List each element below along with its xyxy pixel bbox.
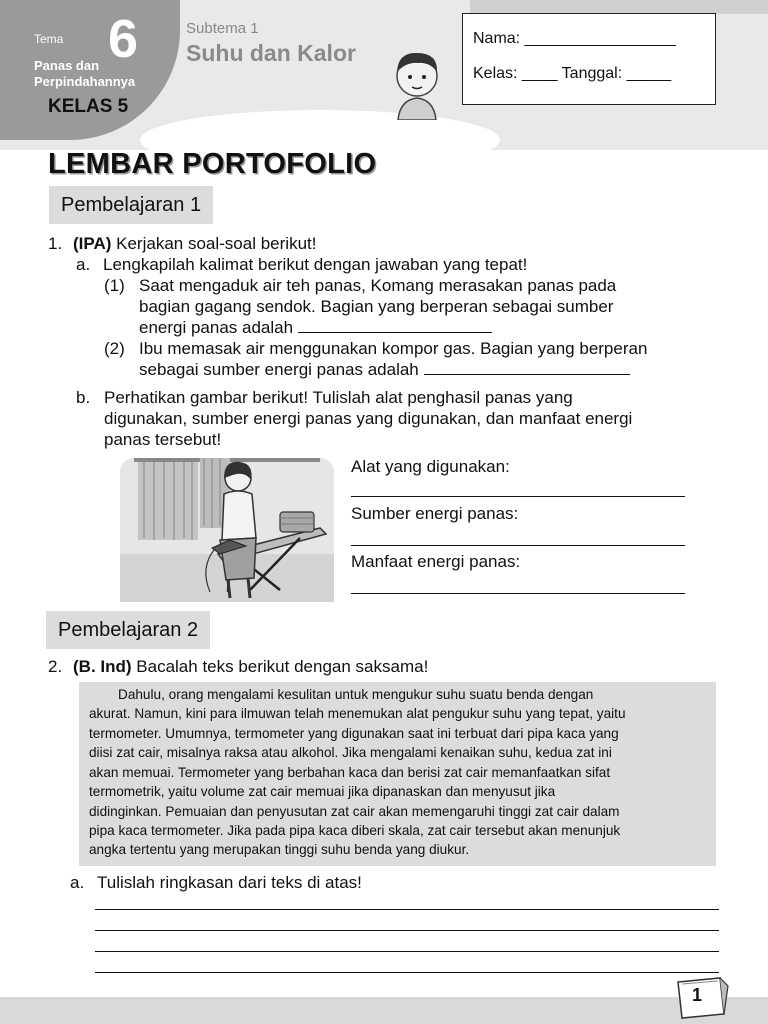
- tema-label: Tema: [34, 32, 64, 46]
- ironing-illustration: [120, 458, 334, 602]
- answer-blank[interactable]: [298, 317, 492, 333]
- question-1-number: 1.: [48, 234, 63, 253]
- name-field[interactable]: Nama: _________________: [473, 30, 676, 47]
- answer-line[interactable]: [351, 545, 685, 546]
- passage-line: pipa kaca termometer. Jika pada pipa kaca diberi skala, zat cair tersebut akan menunjuk: [89, 823, 621, 838]
- page-title: LEMBAR PORTOFOLIO: [48, 148, 377, 180]
- item-1-line: energi panas adalah: [139, 317, 492, 338]
- part-a2-label: a.: [70, 873, 85, 892]
- answer-line[interactable]: [351, 593, 685, 594]
- subtema-label: Subtema 1: [186, 20, 259, 37]
- item-1-line: bagian gagang sendok. Bagian yang berperan sebagai sumber: [139, 297, 614, 316]
- passage-line: didinginkan. Pemuaian dan penyusutan zat cair akan memengaruhi tinggi zat cair dalam: [89, 804, 620, 819]
- passage-line: angka tertentu yang merupakan tinggi suhu benda yang diukur.: [89, 842, 470, 857]
- item-1-line: Saat mengaduk air teh panas, Komang merasakan panas pada: [139, 276, 617, 295]
- question-2-instruction: Bacalah teks berikut dengan saksama!: [136, 657, 429, 676]
- answer-line[interactable]: [95, 951, 719, 952]
- section-heading-1: Pembelajaran 1: [49, 186, 213, 224]
- reading-passage: [79, 682, 716, 866]
- tema-number: 6: [108, 9, 139, 69]
- question-2-text: [73, 656, 428, 677]
- page-number: 1: [692, 985, 703, 1005]
- kelas-label: KELAS 5: [48, 96, 129, 117]
- class-date-field[interactable]: Kelas: ____ Tanggal: _____: [473, 65, 672, 82]
- answer-blank[interactable]: [424, 359, 630, 375]
- question-1-text: [73, 233, 316, 254]
- header-strip: [470, 0, 768, 14]
- identity-box: [462, 13, 716, 105]
- passage-line: akan memuai. Termometer yang berbahan kaca dan berisi zat cair memanfaatkan sifat: [89, 765, 611, 780]
- item-2-line: sebagai sumber energi panas adalah: [139, 359, 630, 380]
- question-2-number: 2.: [48, 657, 63, 676]
- question-1-instruction: Kerjakan soal-soal berikut!: [116, 234, 317, 253]
- part-a2-text: Tulislah ringkasan dari teks di atas!: [97, 873, 362, 892]
- passage-line: akurat. Namun, kini para ilmuwan telah menemukan alat pengukur suhu yang tepat, yaitu: [89, 706, 626, 721]
- question-1-subject: (IPA): [73, 234, 112, 253]
- part-b-line: panas tersebut!: [104, 430, 222, 449]
- field-tool-label: Alat yang digunakan:: [351, 457, 510, 476]
- field-benefit-label: Manfaat energi panas:: [351, 552, 521, 571]
- subtema-title: Suhu dan Kalor: [186, 40, 356, 66]
- tema-name: Panas dan Perpindahannya: [34, 58, 136, 89]
- passage-line: termometrik, yaitu volume zat cair memuai jika dipanaskan dan menyusut jika: [89, 784, 556, 799]
- passage-line: termometer. Umumnya, termometer yang digunakan saat ini terbuat dari pipa kaca yang: [89, 726, 619, 741]
- section-heading-2: Pembelajaran 2: [46, 611, 210, 649]
- field-source-label: Sumber energi panas:: [351, 504, 519, 523]
- part-a-text: Lengkapilah kalimat berikut dengan jawaban yang tepat!: [103, 255, 528, 274]
- item-2-line: Ibu memasak air menggunakan kompor gas. Bagian yang berperan: [139, 339, 648, 358]
- boy-illustration: [382, 44, 452, 120]
- item-2-number: (2): [104, 339, 125, 358]
- part-b-label: b.: [76, 388, 91, 407]
- answer-line[interactable]: [351, 496, 685, 497]
- passage-line: diisi zat cair, misalnya raksa atau alkohol. Jika mengalami kenaikan suhu, kedua zat ini: [89, 745, 612, 760]
- part-b-line: Perhatikan gambar berikut! Tulislah alat penghasil panas yang: [104, 388, 573, 407]
- answer-line[interactable]: [95, 909, 719, 910]
- item-1-number: (1): [104, 276, 125, 295]
- part-a-label: a.: [76, 255, 91, 274]
- part-b-line: digunakan, sumber energi panas yang digunakan, dan manfaat energi: [104, 409, 633, 428]
- answer-line[interactable]: [95, 930, 719, 931]
- answer-line[interactable]: [95, 972, 719, 973]
- footer-band: [0, 997, 768, 1024]
- passage-line: Dahulu, orang mengalami kesulitan untuk mengukur suhu suatu benda dengan: [118, 687, 594, 702]
- question-2-subject: (B. Ind): [73, 657, 132, 676]
